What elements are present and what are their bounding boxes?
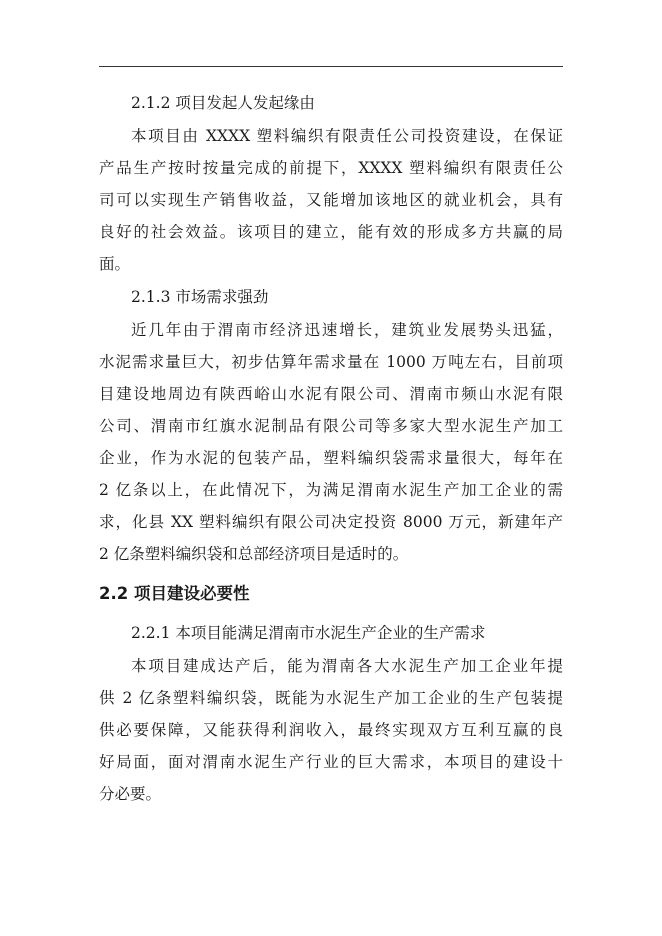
paragraph-line: 水泥需求量巨大，初步估算年需求量在 1000 万吨左右，目前项 xyxy=(99,353,563,371)
header-rule xyxy=(99,66,563,67)
paragraph-line: 目建设地周边有陕西峪山水泥有限公司、渭南市频山水泥有限 xyxy=(99,385,563,403)
paragraph-line: 面。 xyxy=(99,255,131,273)
paragraph-line: 近几年由于渭南市经济迅速增长，建筑业发展势头迅猛， xyxy=(131,321,563,339)
heading-2-1-3: 2.1.3 市场需求强劲 xyxy=(131,288,269,306)
paragraph-2-2-1 xyxy=(99,650,563,810)
paragraph-line: 分必要。 xyxy=(99,785,162,803)
paragraph-line: 供必要保障，又能获得利润收入，最终实现双方互利互赢的良 xyxy=(99,721,563,739)
paragraph-line: 产品生产按时按量完成的前提下，XXXX 塑料编织有限责任公 xyxy=(99,159,563,177)
heading-2-2: 2.2 项目建设必要性 xyxy=(99,584,250,603)
document-body xyxy=(99,86,563,810)
heading-2-2-1: 2.2.1 本项目能满足渭南市水泥生产企业的生产需求 xyxy=(131,624,486,642)
paragraph-2-1-2 xyxy=(99,120,563,280)
paragraph-line: 2 亿条塑料编织袋和总部经济项目是适时的。 xyxy=(99,545,409,563)
paragraph-line: 司可以实现生产销售收益，又能增加该地区的就业机会，具有 xyxy=(99,191,563,209)
paragraph-line: 本项目由 XXXX 塑料编织有限责任公司投资建设，在保证 xyxy=(131,127,563,145)
paragraph-line: 本项目建成达产后，能为渭南各大水泥生产加工企业年提 xyxy=(131,657,563,675)
paragraph-2-1-3 xyxy=(99,314,563,570)
paragraph-line: 供 2 亿条塑料编织袋，既能为水泥生产加工企业的生产包装提 xyxy=(99,689,563,707)
paragraph-line: 公司、渭南市红旗水泥制品有限公司等多家大型水泥生产加工 xyxy=(99,417,563,435)
paragraph-line: 企业，作为水泥的包装产品，塑料编织袋需求量很大，每年在 xyxy=(99,449,563,467)
paragraph-line: 良好的社会效益。该项目的建立，能有效的形成多方共赢的局 xyxy=(99,223,563,241)
paragraph-line: 求，化县 XX 塑料编织有限公司决定投资 8000 万元，新建年产 xyxy=(99,513,563,531)
paragraph-line: 2 亿条以上，在此情况下，为满足渭南水泥生产加工企业的需 xyxy=(99,481,563,499)
paragraph-line: 好局面，面对渭南水泥生产行业的巨大需求，本项目的建设十 xyxy=(99,753,563,771)
heading-2-1-2: 2.1.2 项目发起人发起缘由 xyxy=(131,94,315,112)
